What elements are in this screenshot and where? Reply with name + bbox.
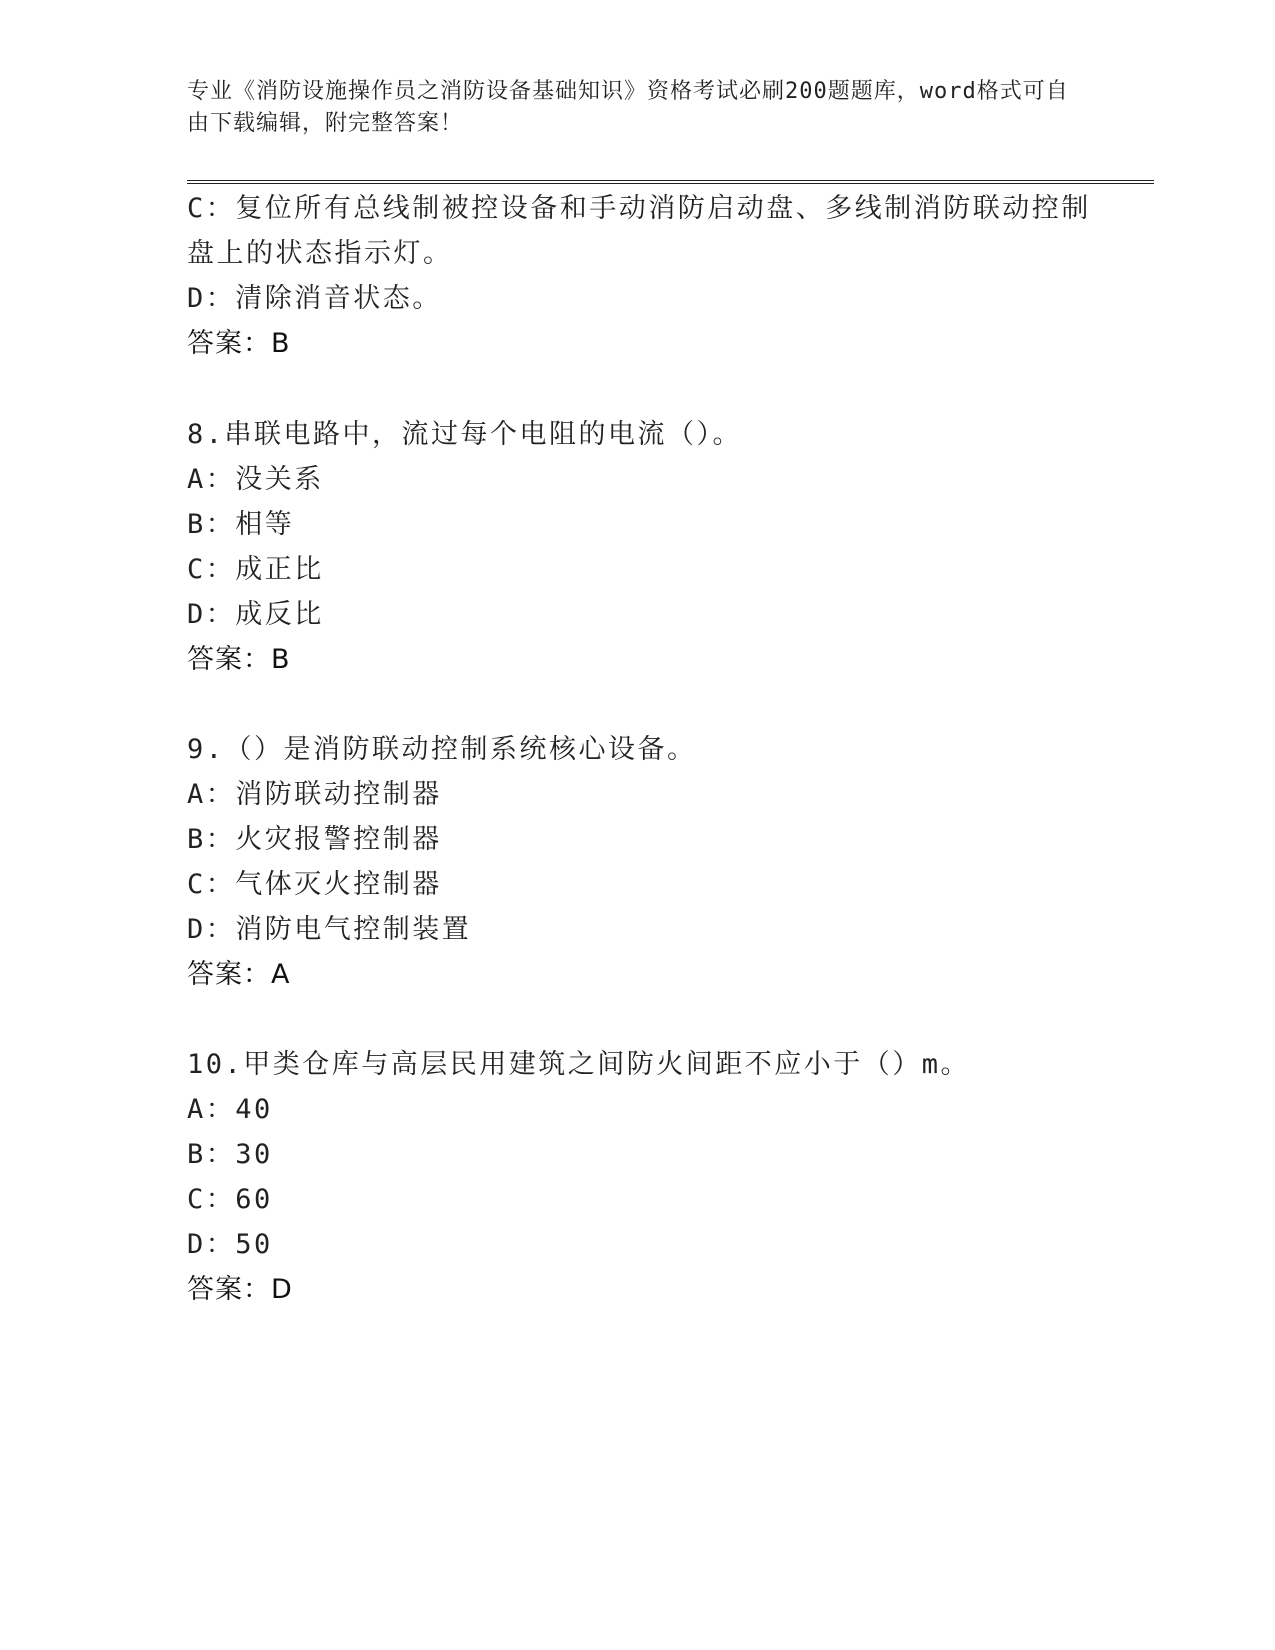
- header-divider: [187, 180, 1154, 184]
- answer-label: 答案：A: [187, 959, 291, 990]
- question-stem: 10.甲类仓库与高层民用建筑之间防火间距不应小于（）m。: [187, 1049, 971, 1080]
- option-c-line2: 盘上的状态指示灯。: [187, 238, 453, 269]
- option-c-line1: C：复位所有总线制被控设备和手动消防启动盘、多线制消防联动控制: [187, 193, 1091, 224]
- answer-label: 答案：D: [187, 1274, 293, 1305]
- answer-label: 答案：B: [187, 644, 291, 675]
- option-a: A：40: [187, 1094, 273, 1125]
- option-c: C：成正比: [187, 554, 324, 585]
- option-d: D：成反比: [187, 599, 324, 630]
- option-b: B：火灾报警控制器: [187, 824, 442, 855]
- option-b: B：30: [187, 1139, 273, 1170]
- option-d: D：清除消音状态。: [187, 283, 442, 314]
- option-a: A：消防联动控制器: [187, 779, 442, 810]
- question-stem: 8.串联电路中，流过每个电阻的电流（）。: [187, 419, 743, 450]
- page-header: 专业《消防设施操作员之消防设备基础知识》资格考试必刷200题题库，word格式可自由下载编辑，附完整答案！: [187, 79, 1069, 136]
- option-a: A：没关系: [187, 464, 324, 495]
- option-d: D：50: [187, 1229, 273, 1260]
- question-stem: 9.（）是消防联动控制系统核心设备。: [187, 734, 697, 765]
- option-c: C：气体灭火控制器: [187, 869, 442, 900]
- answer-label: 答案：B: [187, 328, 291, 359]
- option-c: C：60: [187, 1184, 273, 1215]
- option-b: B：相等: [187, 509, 295, 540]
- option-d: D：消防电气控制装置: [187, 914, 472, 945]
